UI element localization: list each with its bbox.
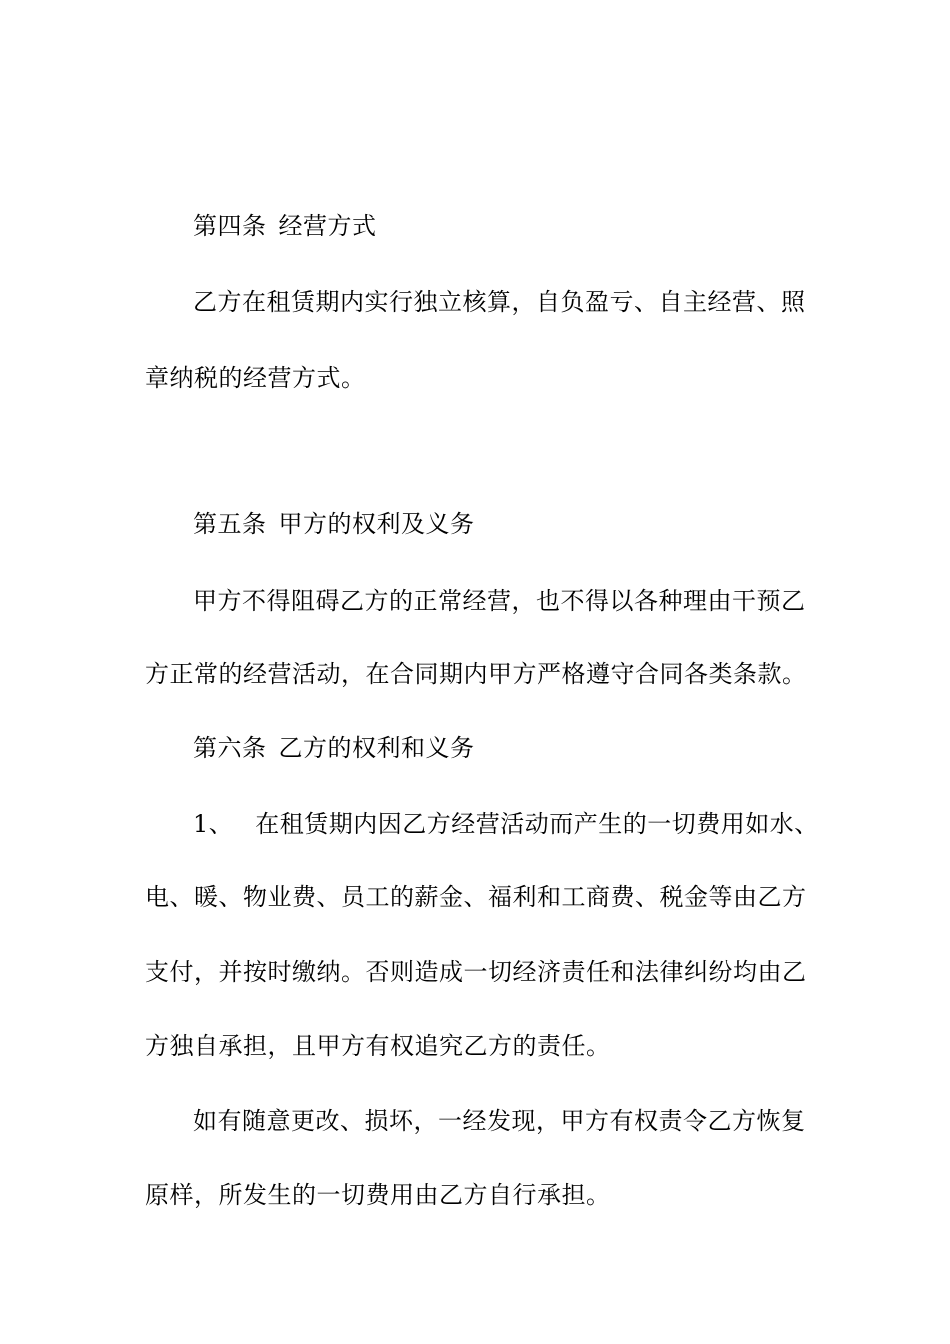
article-6-item-1-line-2: 电、暖、物业费、员工的薪金、福利和工商费、税金等由乙方	[145, 883, 807, 911]
article-6-item-1-line-4: 方独自承担，且甲方有权追究乙方的责任。	[145, 1032, 611, 1060]
article-4-paragraph-line-1: 乙方在租赁期内实行独立核算，自负盈亏、自主经营、照	[193, 288, 806, 316]
article-6-title: 乙方的权利和义务	[278, 734, 475, 762]
article-6-paragraph-2-line-1: 如有随意更改、损坏，一经发现，甲方有权责令乙方恢复	[193, 1107, 806, 1135]
article-5-title: 甲方的权利及义务	[278, 510, 475, 538]
article-6-item-1-text: 在租赁期内因乙方经营活动而产生的一切费用如水、	[255, 810, 819, 838]
article-6-number: 第六条	[193, 734, 267, 762]
article-6-heading	[193, 733, 815, 763]
article-6-item-1-number: 1、	[193, 810, 234, 838]
article-5-paragraph-line-1: 甲方不得阻碍乙方的正常经营，也不得以各种理由干预乙	[193, 587, 806, 615]
article-4-title: 经营方式	[278, 212, 377, 240]
article-4-heading	[193, 211, 815, 241]
article-6-item-1-line-3: 支付，并按时缴纳。否则造成一切经济责任和法律纠纷均由乙	[145, 958, 807, 986]
article-4-paragraph-line-2: 章纳税的经营方式。	[145, 364, 366, 392]
article-5-number: 第五条	[193, 510, 267, 538]
article-6-paragraph-2-line-2: 原样，所发生的一切费用由乙方自行承担。	[145, 1181, 611, 1209]
article-6-item-1-line-1	[193, 809, 819, 839]
article-4-number: 第四条	[193, 212, 267, 240]
article-5-paragraph-line-2: 方正常的经营活动，在合同期内甲方严格遵守合同各类条款。	[145, 660, 807, 688]
article-5-heading	[193, 509, 815, 539]
